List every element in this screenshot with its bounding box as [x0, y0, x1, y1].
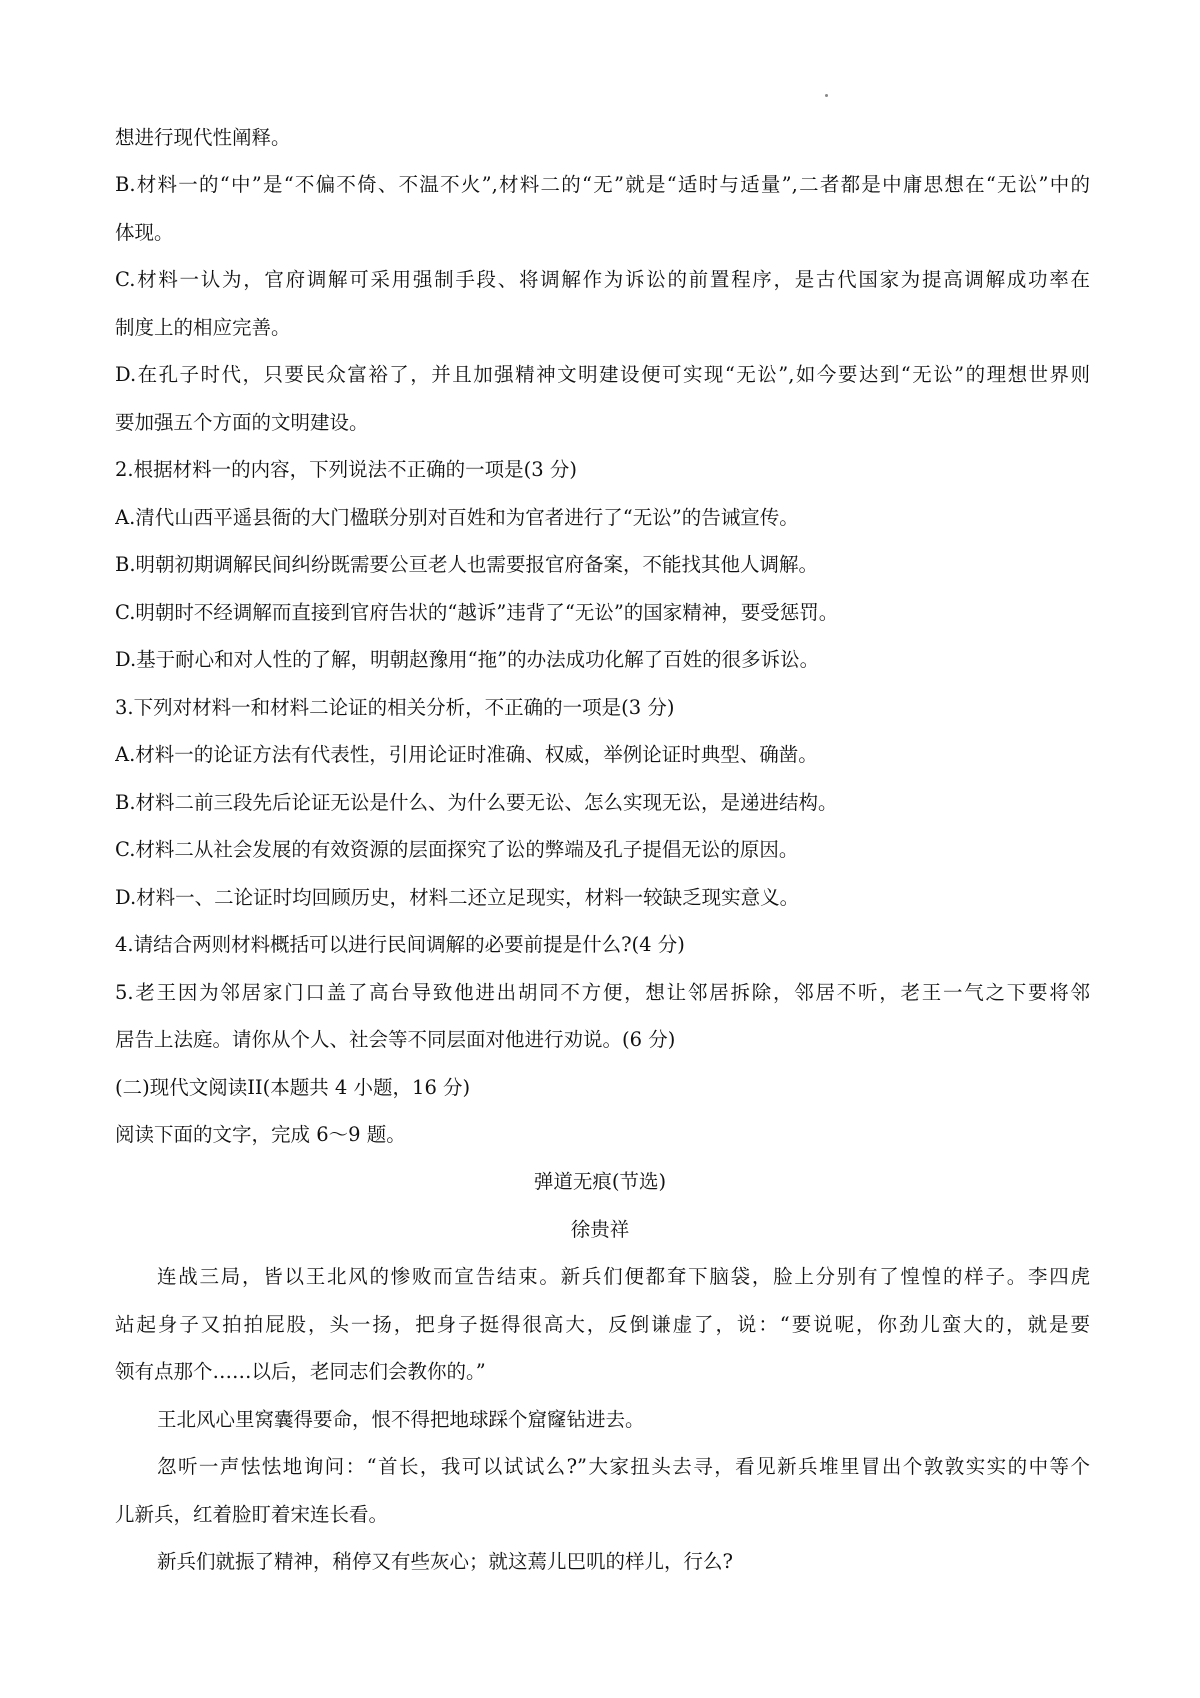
paragraph-3-line-2: 儿新兵，红着脸盯着宋连长看。 [115, 1503, 389, 1526]
option-b-line-2: 体现。 [115, 221, 174, 244]
option-d-line-1: D.在孔子时代，只要民众富裕了，并且加强精神文明建设便可实现“无讼”,如今要达到“无讼”的理想世界则 [115, 363, 1090, 386]
question-3-option-a: A.材料一的论证方法有代表性，引用论证时准确、权威，举例论证时典型、确凿。 [115, 743, 818, 766]
question-3: 3.下列对材料一和材料二论证的相关分析，不正确的一项是(3 分) [115, 696, 675, 719]
option-b-line-1: B.材料一的“中”是“不偏不倚、不温不火”,材料二的“无”就是“适时与适量”,二者都是中庸思想在“无讼”中的 [115, 173, 1090, 196]
text-line: 想进行现代性阐释。 [115, 126, 291, 149]
question-4: 4.请结合两则材料概括可以进行民间调解的必要前提是什么?(4 分) [115, 933, 685, 956]
paragraph-4: 新兵们就振了精神，稍停又有些灰心；就这蔫儿巴叽的样儿，行么? [157, 1550, 733, 1573]
article-author: 徐贵祥 [570, 1218, 630, 1241]
question-2-option-d: D.基于耐心和对人性的了解，明朝赵豫用“拖”的办法成功化解了百姓的很多诉讼。 [115, 648, 820, 671]
question-3-option-c: C.材料二从社会发展的有效资源的层面探究了讼的弊端及孔子提倡无讼的原因。 [115, 838, 799, 861]
question-3-option-d: D.材料一、二论证时均回顾历史，材料二还立足现实，材料一较缺乏现实意义。 [115, 886, 800, 909]
paragraph-3-line-1: 忽听一声怯怯地询问：“首长，我可以试试么?”大家扭头去寻，看见新兵堆里冒出个敦敦实实的中等个 [157, 1455, 1090, 1478]
option-c-line-1: C.材料一认为，官府调解可采用强制手段、将调解作为诉讼的前置程序，是古代国家为提高调解成功率在 [115, 268, 1090, 291]
section-heading: (二)现代文阅读II(本题共 4 小题，16 分) [115, 1076, 471, 1099]
question-2-option-b: B.明朝初期调解民间纠纷既需要公亘老人也需要报官府备案，不能找其他人调解。 [115, 553, 819, 576]
question-2-option-c: C.明朝时不经调解而直接到官府告状的“越诉”违背了“无讼”的国家精神，要受惩罚。 [115, 601, 839, 624]
reading-instruction: 阅读下面的文字，完成 6～9 题。 [115, 1123, 406, 1146]
paragraph-1-line-3: 领有点那个……以后，老同志们会教你的。” [115, 1360, 486, 1383]
scan-speck [825, 94, 828, 97]
option-d-line-2: 要加强五个方面的文明建设。 [115, 411, 369, 434]
question-5-line-2: 居告上法庭。请你从个人、社会等不同层面对他进行劝说。(6 分) [115, 1028, 676, 1051]
question-2: 2.根据材料一的内容，下列说法不正确的一项是(3 分) [115, 458, 577, 481]
paragraph-2: 王北风心里窝囊得要命，恨不得把地球踩个窟窿钻进去。 [157, 1408, 645, 1431]
paragraph-1-line-2: 站起身子又拍拍屁股，头一扬，把身子挺得很高大，反倒谦虚了，说：“要说呢，你劲儿蛮大的，就是要 [115, 1313, 1090, 1336]
article-title: 弹道无痕(节选) [533, 1170, 667, 1193]
option-c-line-2: 制度上的相应完善。 [115, 316, 291, 339]
question-5-line-1: 5.老王因为邻居家门口盖了高台导致他进出胡同不方便，想让邻居拆除，邻居不听，老王一气之下要将邻 [115, 981, 1090, 1004]
paragraph-1-line-1: 连战三局，皆以王北风的惨败而宣告结束。新兵们便都耷下脑袋，脸上分别有了惶惶的样子。李四虎 [157, 1265, 1090, 1288]
question-3-option-b: B.材料二前三段先后论证无讼是什么、为什么要无讼、怎么实现无讼，是递进结构。 [115, 791, 838, 814]
question-2-option-a: A.清代山西平遥县衙的大门楹联分别对百姓和为官者进行了“无讼”的告诫宣传。 [115, 506, 799, 529]
